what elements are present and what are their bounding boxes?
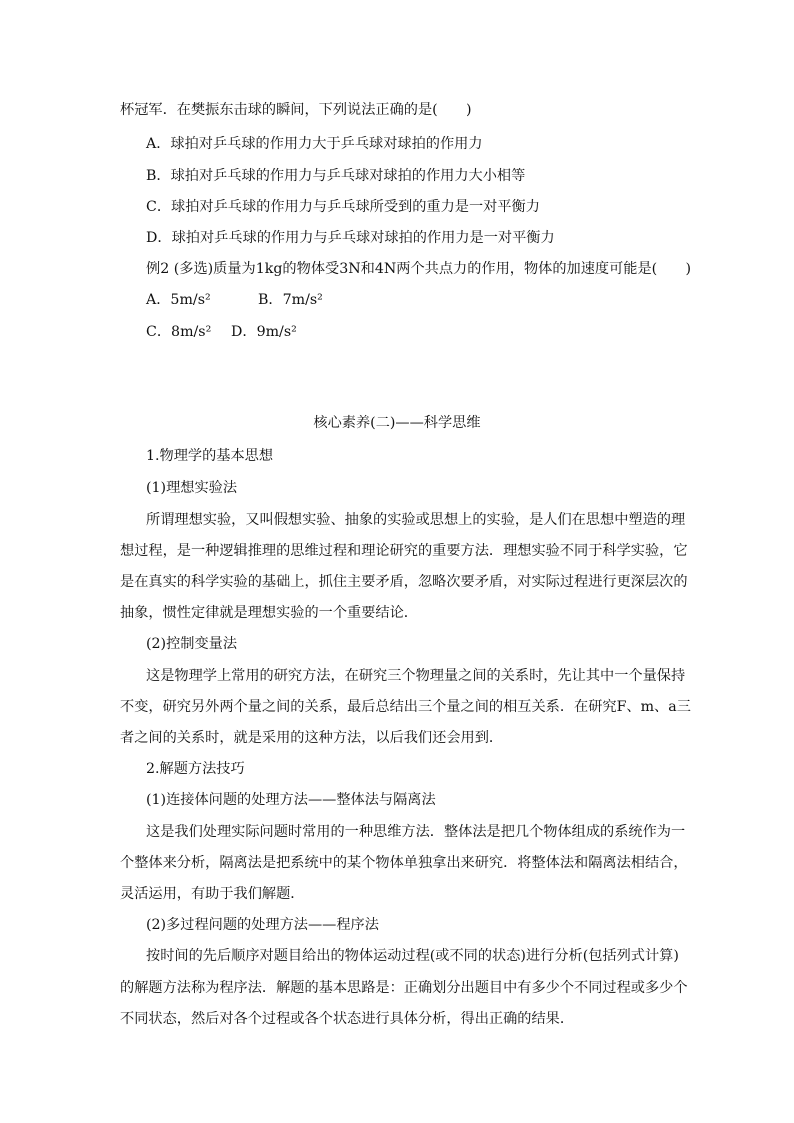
part1-sub2-line: 不变，研究另外两个量之间的关系，最后总结出三个量之间的相互关系．在研究F、m、a三 bbox=[120, 699, 691, 715]
part2-sub1-line: 这是我们处理实际问题时常用的一种思维方法．整体法是把几个物体组成的系统作为一 bbox=[146, 824, 686, 840]
question1-stem: 杯冠军．在樊振东击球的瞬间，下列说法正确的是( ) bbox=[120, 102, 472, 118]
question2-option-b: B．7m/s² bbox=[258, 292, 323, 308]
question1-option-d: D．球拍对乒乓球的作用力与乒乓球对球拍的作用力是一对平衡力 bbox=[146, 230, 555, 246]
section-title: 核心素养(二)——科学思维 bbox=[313, 415, 481, 431]
part1-sub1-heading: (1)理想实验法 bbox=[146, 480, 238, 496]
question1-option-b: B．球拍对乒乓球的作用力与乒乓球对球拍的作用力大小相等 bbox=[146, 168, 526, 184]
part2-sub1-heading: (1)连接体问题的处理方法——整体法与隔离法 bbox=[146, 792, 436, 808]
question1-option-c: C．球拍对乒乓球的作用力与乒乓球所受到的重力是一对平衡力 bbox=[146, 199, 540, 215]
part2-sub2-line: 按时间的先后顺序对题目给出的物体运动过程(或不同的状态)进行分析(包括列式计算) bbox=[146, 948, 679, 964]
part2-sub2-heading: (2)多过程问题的处理方法——程序法 bbox=[146, 917, 379, 933]
part2-sub2-line: 不同状态，然后对各个过程或各个状态进行具体分析，得出正确的结果． bbox=[120, 1011, 575, 1027]
part1-sub2-line: 这是物理学上常用的研究方法，在研究三个物理量之间的关系时，先让其中一个量保持 bbox=[146, 668, 686, 684]
part1-sub2-heading: (2)控制变量法 bbox=[146, 636, 238, 652]
part2-sub2-line: 的解题方法称为程序法．解题的基本思路是：正确划分出题目中有多少个不同过程或多少个 bbox=[120, 980, 688, 996]
part2-heading: 2.解题方法技巧 bbox=[146, 761, 245, 777]
part1-heading: 1.物理学的基本思想 bbox=[146, 448, 274, 464]
part1-sub1-line: 抽象，惯性定律就是理想实验的一个重要结论． bbox=[120, 605, 418, 621]
part1-sub1-line: 是在真实的科学实验的基础上，抓住主要矛盾，忽略次要矛盾，对实际过程进行更深层次的 bbox=[120, 574, 688, 590]
question2-option-c: C．8m/s² bbox=[146, 324, 212, 340]
question2-option-d: D．9m/s² bbox=[231, 324, 297, 340]
part1-sub2-line: 者之间的关系时，就是采用的这种方法，以后我们还会用到． bbox=[120, 730, 504, 746]
question1-option-a: A．球拍对乒乓球的作用力大于乒乓球对球拍的作用力 bbox=[146, 136, 483, 152]
part1-sub1-line: 所谓理想实验，又叫假想实验、抽象的实验或思想上的实验，是人们在思想中塑造的理 bbox=[146, 512, 686, 528]
part2-sub1-line: 灵活运用，有助于我们解题． bbox=[120, 886, 305, 902]
question2-stem: 例2 (多选)质量为1kg的物体受3N和4N两个共点力的作用，物体的加速度可能是( ) bbox=[146, 261, 692, 277]
part2-sub1-line: 个整体来分析，隔离法是把系统中的某个物体单独拿出来研究．将整体法和隔离法相结合， bbox=[120, 855, 688, 871]
part1-sub1-line: 想过程，是一种逻辑推理的思维过程和理论研究的重要方法．理想实验不同于科学实验，它 bbox=[120, 543, 688, 559]
question2-option-a: A．5m/s² bbox=[146, 292, 211, 308]
